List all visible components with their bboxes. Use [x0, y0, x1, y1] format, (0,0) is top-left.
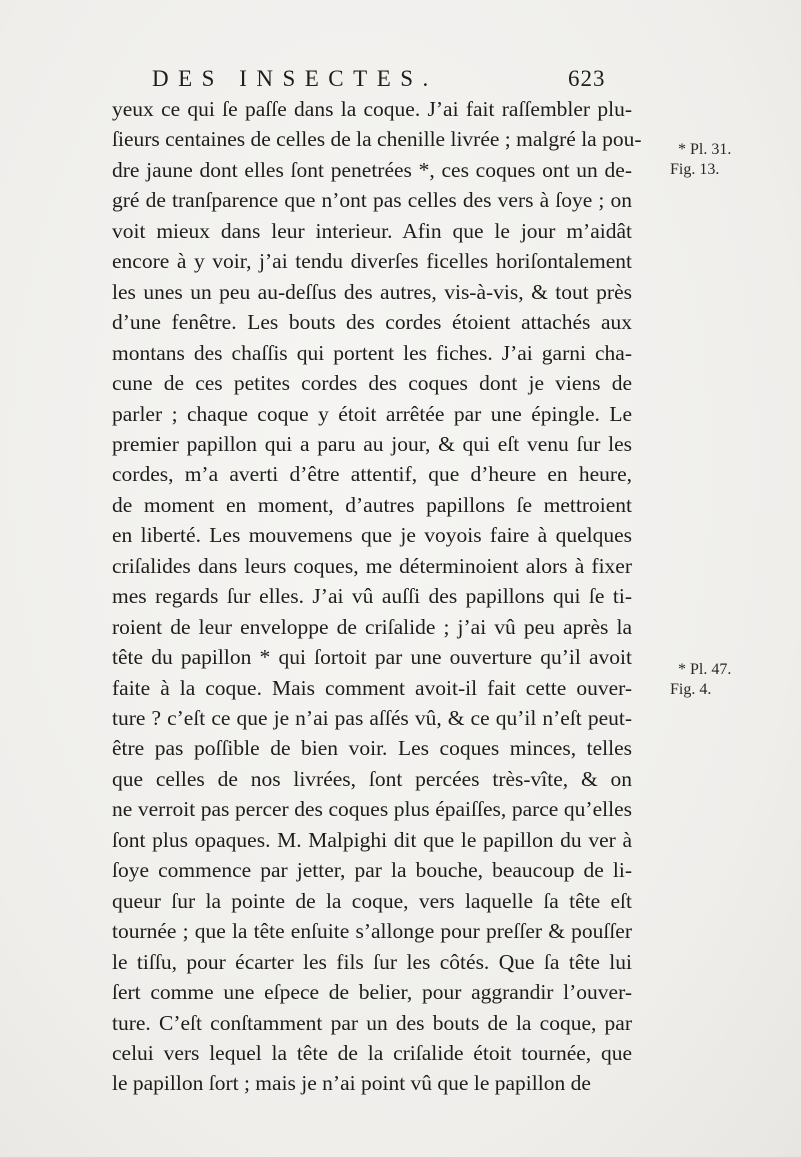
margin-note-mark: * Pl. 31.: [678, 141, 732, 158]
text-line: voit mieux dans leur interieur. Afin que le jour m’aidât: [112, 218, 632, 243]
text-line: d’une fenêtre. Les bouts des cordes étoient attachés aux: [112, 310, 632, 335]
margin-note-ref: Fig. 13.: [670, 161, 720, 178]
text-line: ſoye commence par jetter, par la bouche, beaucoup de li-: [112, 858, 632, 883]
text-line: ſont plus opaques. M. Malpighi dit que le papillon du ver à: [112, 827, 632, 852]
running-title: DES INSECTES.: [152, 66, 438, 91]
text-line: roient de leur enveloppe de criſalide ; j’ai vû peu après la: [112, 614, 632, 639]
text-line: tête du papillon * qui ſortoit par une ouverture qu’il avoit: [112, 645, 632, 670]
margin-note-1: [670, 140, 731, 180]
text-line: premier papillon qui a paru au jour, & qui eſt venu ſur les: [112, 431, 632, 456]
text-line: tournée ; que la tête enſuite s’allonge pour preſſer & pouſſer: [112, 919, 632, 944]
text-line: cordes, m’a averti d’être attentif, que d’heure en heure,: [112, 462, 632, 487]
margin-note-mark: * Pl. 47.: [678, 661, 732, 678]
page-number: 623: [568, 66, 606, 91]
text-line: ſert comme une eſpece de belier, pour aggrandir l’ouver-: [112, 980, 632, 1005]
text-line: gré de tranſparence que n’ont pas celles des vers à ſoye ; on: [112, 188, 632, 213]
text-line: mes regards ſur elles. J’ai vû auſſi des papillons qui ſe ti-: [112, 584, 632, 609]
text-line: être pas poſſible de bien voir. Les coques minces, telles: [112, 736, 632, 761]
text-line: les unes un peu au-deſſus des autres, vis-à-vis, & tout près: [112, 279, 632, 304]
text-line: que celles de nos livrées, ſont percées très-vîte, & on: [112, 766, 632, 791]
text-line: cune de ces petites cordes des coques dont je viens de: [112, 371, 632, 396]
margin-note-2: [670, 660, 731, 700]
text-line: ture ? c’eſt ce que je n’ai pas aſſés vû, & ce qu’il n’eſt peut-: [112, 706, 632, 730]
text-line: parler ; chaque coque y étoit arrêtée par une épingle. Le: [112, 401, 632, 426]
text-line: celui vers lequel la tête de la criſalide étoit tournée, que: [112, 1040, 632, 1065]
text-line: criſalides dans leurs coques, me déterminoient alors à fixer: [112, 553, 632, 578]
text-line: le papillon ſort ; mais je n’ai point vû que le papillon de: [112, 1071, 591, 1096]
text-line: encore à y voir, j’ai tendu diverſes ficelles horiſontalement: [112, 249, 632, 274]
text-line: ſieurs centaines de celles de la chenille livrée ; malgré la pou-: [112, 127, 642, 152]
text-line: ne verroit pas percer des coques plus épaiſſes, parce qu’elles: [112, 797, 632, 822]
text-line: le tiſſu, pour écarter les fils ſur les côtés. Que ſa tête lui: [112, 949, 632, 974]
text-line: en liberté. Les mouvemens que je voyois faire à quelques: [112, 523, 632, 548]
text-line: montans des chaſſis qui portent les fiches. J’ai garni cha-: [112, 340, 632, 365]
text-line: ture. C’eſt conſtamment par un des bouts de la coque, par: [112, 1010, 632, 1035]
text-line: yeux ce qui ſe paſſe dans la coque. J’ai fait raſſembler plu-: [112, 97, 632, 121]
text-line: de moment en moment, d’autres papillons ſe mettroient: [112, 492, 632, 517]
text-line: queur ſur la pointe de la coque, vers laquelle ſa tête eſt: [112, 888, 632, 913]
margin-note-ref: Fig. 4.: [670, 681, 712, 698]
text-line: dre jaune dont elles ſont penetrées *, ces coques ont un de-: [112, 157, 632, 182]
text-line: faite à la coque. Mais comment avoit-il fait cette ouver-: [112, 675, 632, 700]
